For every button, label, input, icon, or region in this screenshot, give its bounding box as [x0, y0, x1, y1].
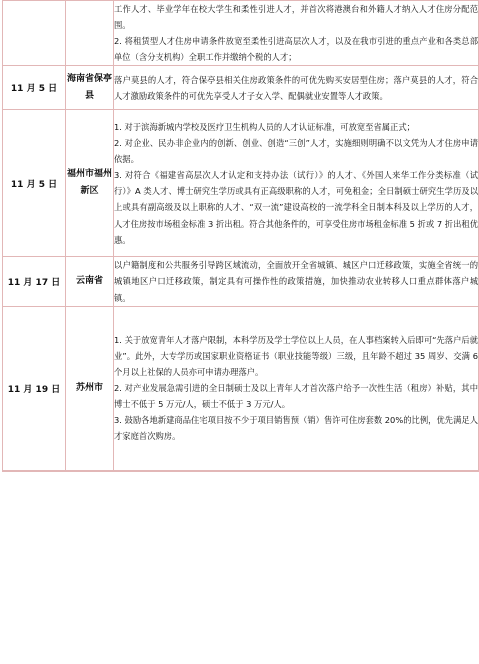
content-paragraph: 工作人才、毕业学年在校大学生和柔性引进人才，并首次将港澳台和外籍人才纳入人才住房分配范围。 [114, 4, 478, 31]
region-cell: 云南省 [66, 257, 114, 306]
table-row [3, 257, 479, 306]
content-paragraph: 以户籍制度和公共服务引导跨区域流动，全面放开全省城镇、城区户口迁移政策，实施全省统一的城镇地区户口迁移政策，制定具有可操作性的政策措施，加快推动农业转移人口重点群体落户城镇。 [114, 260, 478, 303]
table-row [3, 110, 479, 257]
content-cell [114, 110, 479, 257]
region-cell [66, 1, 114, 66]
content-paragraph: 1. 关于放宽青年人才落户限制，本科学历及学士学位以上人员，在人事档案转入后即可“先落户后就业”。此外，大专学历或国家职业资格证书（职业技能等级）三级，且年龄不超过 35 周岁、交满 6 个月以上社保的人员亦可申请办理落户。 [114, 334, 478, 378]
date-cell: 11 月 17 日 [3, 257, 66, 306]
content-paragraph: 2. 对企业、民办非企业内的创新、创业、创造“三创”人才，实施细则明确不以文凭为人才住房申请依据。 [114, 138, 478, 165]
content-cell [114, 470, 479, 471]
content-cell [114, 1, 479, 66]
content-paragraph: 1. 对于滨海新城内学校及医疗卫生机构人员的人才认证标准，可放宽至省属正式； [114, 122, 415, 132]
region-cell [66, 470, 114, 471]
content-paragraph: 2. 将租赁型人才住房申请条件放宽至柔性引进高层次人才，以及在我市引进的重点产业和各类总部单位（含分支机构）全职工作并缴纳个税的人才； [114, 36, 478, 63]
table-row [3, 1, 479, 66]
date-cell [3, 470, 66, 471]
content-cell [114, 66, 479, 110]
region-cell: 福州市福州新区 [66, 110, 114, 257]
region-cell: 海南省保亭县 [66, 66, 114, 110]
policy-table [2, 0, 479, 472]
table-row [3, 470, 479, 471]
table-row [3, 306, 479, 470]
date-cell: 11 月 5 日 [3, 66, 66, 110]
date-cell [3, 1, 66, 66]
table-row [3, 66, 479, 110]
content-paragraph: 3. 鼓励各地新建商品住宅项目按不少于项目销售预（销）售许可住房套数 20%的比例，优先满足人才家庭首次购房。 [114, 415, 478, 442]
date-cell: 11 月 5 日 [3, 110, 66, 257]
content-paragraph: 2. 对产业发展急需引进的全日制硕士及以上青年人才首次落户给予一次性生活（租房）补贴，其中博士不低于 5 万元/人，硕士不低于 3 万元/人。 [114, 383, 478, 410]
content-cell [114, 306, 479, 470]
content-cell [114, 257, 479, 306]
date-cell: 11 月 19 日 [3, 306, 66, 470]
region-cell: 苏州市 [66, 306, 114, 470]
content-paragraph: 3. 对符合《福建省高层次人才认定和支持办法（试行）》的人才、《外国人来华工作分类标准（试行）》A 类人才、博士研究生学历或具有正高级职称的人才，可免租金；全日制硕士研究生学历及以上或具有副高级及以上职称的人才、“双一流”建设高校的一流学科全日制本科及以上学历的人才，人才住房按市场租金标准 3 折出租。符合其他条件的，可享受住房市场租金标准 5 折或 7 折出租优惠。 [114, 170, 478, 245]
content-paragraph: 落户莫县的人才，符合保亭县相关住房政策条件的可优先购买安居型住房；落户莫县的人才，符合人才激励政策条件的可优先享受人才子女入学、配偶就业安置等人才政策。 [114, 74, 478, 101]
